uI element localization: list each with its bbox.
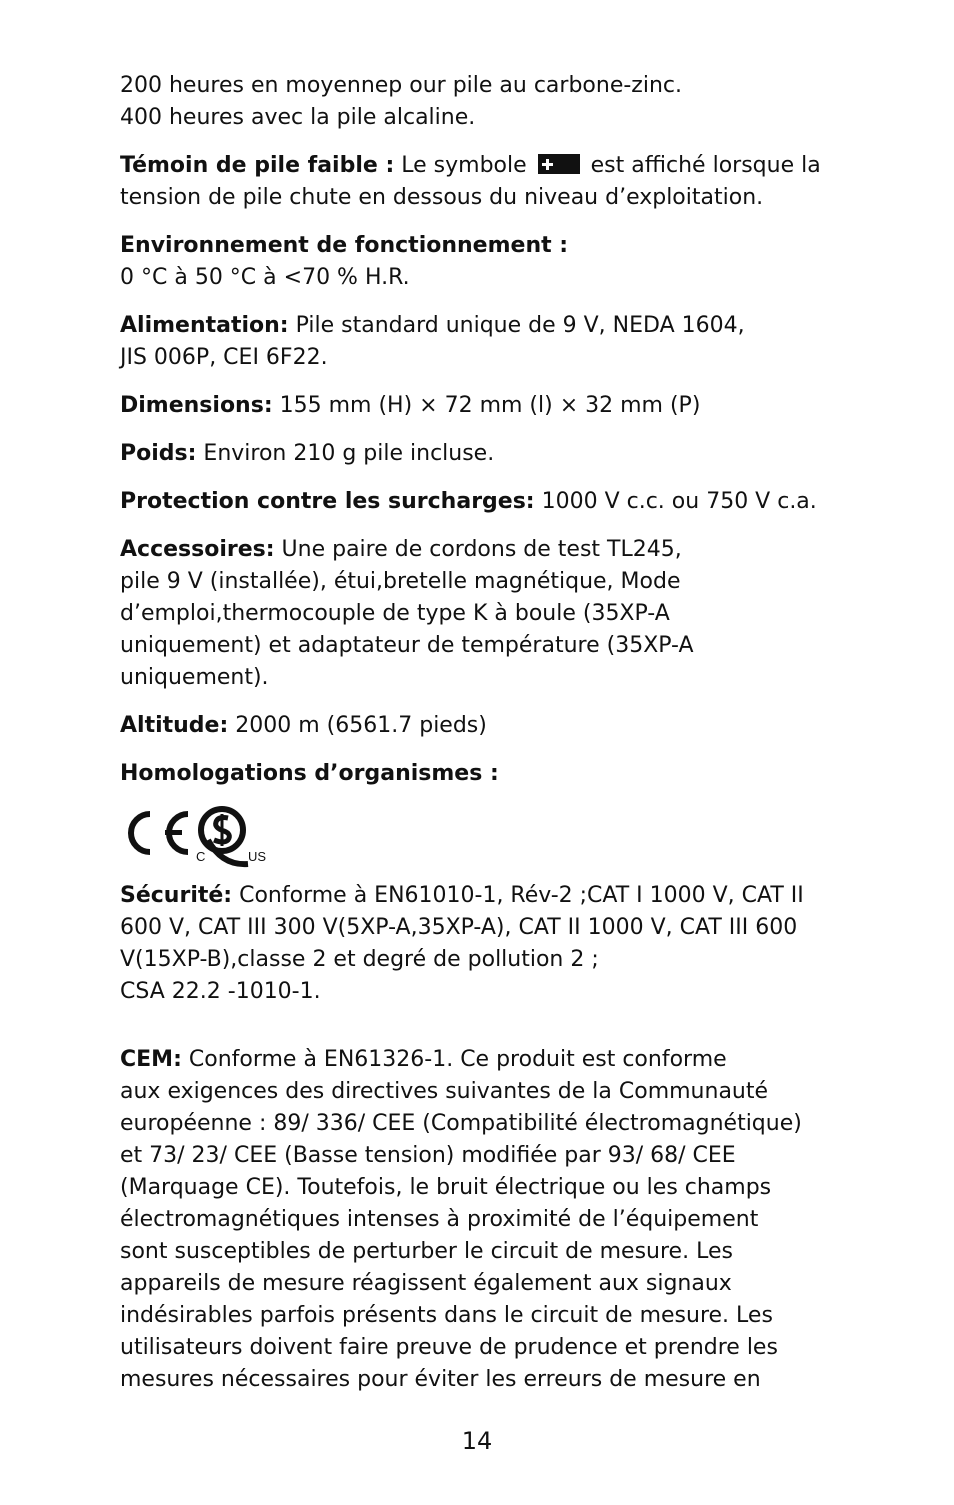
accessories-line-1: [120, 534, 890, 566]
safety-paragraph: [120, 880, 890, 1008]
emc-label: CEM:: [120, 1047, 182, 1072]
document-page: [120, 70, 890, 1412]
accessories-line-2: pile 9 V (installée), étui,bretelle magnétique, Mode: [120, 569, 681, 594]
approvals-paragraph: [120, 758, 890, 790]
low-battery-text-before: Le symbole: [394, 153, 534, 178]
emc-line-10: utilisateurs doivent faire preuve de prudence et prendre les: [120, 1335, 778, 1360]
weight-line: [120, 438, 890, 470]
approvals-label: Homologations d’organismes :: [120, 761, 499, 786]
safety-line-3: V(15XP-B),classe 2 et degré de pollution 2 ;: [120, 947, 599, 972]
overload-line: [120, 486, 890, 518]
environment-paragraph: [120, 230, 890, 294]
overload-label: Protection contre les surcharges:: [120, 489, 535, 514]
battery-life-line-2: 400 heures avec la pile alcaline.: [120, 105, 476, 130]
low-battery-line-1: [120, 150, 890, 182]
emc-line-3: européenne : 89/ 336/ CEE (Compatibilité électromagnétique): [120, 1111, 802, 1136]
dimensions-label: Dimensions:: [120, 393, 273, 418]
emc-line-1: [120, 1044, 890, 1076]
altitude-value: 2000 m (6561.7 pieds): [228, 713, 487, 738]
overload-paragraph: [120, 486, 890, 518]
battery-life-line-1: 200 heures en moyennep our pile au carbone-zinc.: [120, 73, 682, 98]
page-number: 14: [461, 1427, 493, 1455]
safety-line-2: 600 V, CAT III 300 V(5XP-A,35XP-A), CAT II 1000 V, CAT III 600: [120, 915, 798, 940]
weight-value: Environ 210 g pile incluse.: [196, 441, 495, 466]
emc-line-4: et 73/ 23/ CEE (Basse tension) modifiée par 93/ 68/ CEE: [120, 1143, 736, 1168]
csa-us-label: US: [248, 849, 267, 864]
accessories-line-4: uniquement) et adaptateur de température (35XP-A: [120, 633, 694, 658]
power-line-2: JIS 006P, CEI 6F22.: [120, 345, 328, 370]
weight-label: Poids:: [120, 441, 197, 466]
approval-logos: [120, 806, 890, 872]
overload-value: 1000 V c.c. ou 750 V c.a.: [534, 489, 817, 514]
emc-line-11: mesures nécessaires pour éviter les erreurs de mesure en: [120, 1367, 761, 1392]
emc-line-7: sont susceptibles de perturber le circuit de mesure. Les: [120, 1239, 733, 1264]
csa-c-label: C: [196, 849, 206, 864]
accessories-line-5: uniquement).: [120, 665, 269, 690]
power-value-1: Pile standard unique de 9 V, NEDA 1604,: [288, 313, 745, 338]
altitude-label: Altitude:: [120, 713, 229, 738]
accessories-paragraph: [120, 534, 890, 694]
accessories-label: Accessoires:: [120, 537, 275, 562]
ce-mark-icon: [120, 810, 194, 856]
low-battery-text-after: est affiché lorsque la: [583, 153, 821, 178]
altitude-paragraph: [120, 710, 890, 742]
environment-label-line: [120, 230, 890, 262]
emc-line-9: indésirables parfois présents dans le circuit de mesure. Les: [120, 1303, 773, 1328]
power-label: Alimentation:: [120, 313, 289, 338]
low-battery-paragraph: [120, 150, 890, 214]
power-paragraph: [120, 310, 890, 374]
approvals-label-line: [120, 758, 890, 790]
safety-label: Sécurité:: [120, 883, 233, 908]
emc-line-8: appareils de mesure réagissent également aux signaux: [120, 1271, 732, 1296]
safety-line-4: CSA 22.2 -1010-1.: [120, 979, 321, 1004]
emc-line-6: électromagnétiques intenses à proximité de l’équipement: [120, 1207, 759, 1232]
environment-label: Environnement de fonctionnement :: [120, 233, 569, 258]
battery-icon: [538, 154, 580, 174]
altitude-line: [120, 710, 890, 742]
accessories-line-3: d’emploi,thermocouple de type K à boule (35XP-A: [120, 601, 670, 626]
environment-value: 0 °C à 50 °C à <70 % H.R.: [120, 265, 410, 290]
power-line-1: [120, 310, 890, 342]
safety-line-1: [120, 880, 890, 912]
dimensions-line: [120, 390, 890, 422]
battery-life-paragraph: [120, 70, 890, 134]
emc-line-5: (Marquage CE). Toutefois, le bruit électrique ou les champs: [120, 1175, 772, 1200]
emc-value-1: Conforme à EN61326-1. Ce produit est conforme: [181, 1047, 727, 1072]
low-battery-label: Témoin de pile faible :: [120, 153, 395, 178]
emc-line-2: aux exigences des directives suivantes de la Communauté: [120, 1079, 769, 1104]
low-battery-line-2: tension de pile chute en dessous du niveau d’exploitation.: [120, 185, 764, 210]
accessories-value-1: Une paire de cordons de test TL245,: [274, 537, 682, 562]
dimensions-value: 155 mm (H) × 72 mm (l) × 32 mm (P): [272, 393, 701, 418]
dimensions-paragraph: [120, 390, 890, 422]
safety-value-1: Conforme à EN61010-1, Rév-2 ;CAT I 1000 V, CAT II: [232, 883, 804, 908]
weight-paragraph: [120, 438, 890, 470]
emc-paragraph: [120, 1044, 890, 1396]
